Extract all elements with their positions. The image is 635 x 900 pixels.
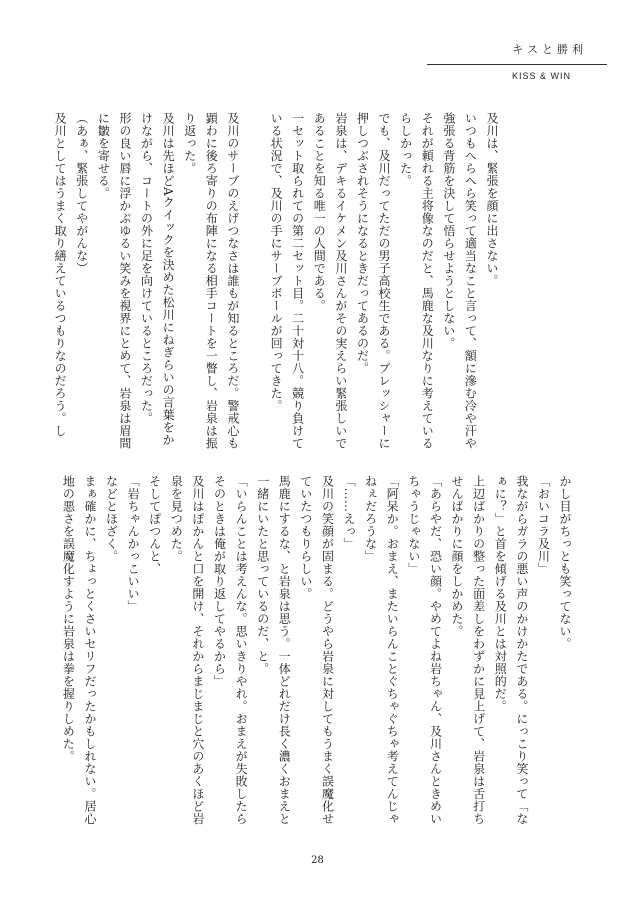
paragraph: 上辺ばかりの整った面差しをわずかに見上げて、岩泉は舌打ちせんばかりに顔をしかめた。: [450, 475, 486, 825]
paragraph: 岩泉は、デキるイケメン及川さんがその実えらい緊張しいであることを知る唯一の人間である。: [312, 112, 348, 450]
paragraph: かし目がちっとも笑ってない。: [558, 475, 572, 650]
page-number: 28: [311, 855, 324, 866]
paragraph: 「……えっ」: [342, 475, 357, 550]
paragraph: それが頼れる主将像なのだと、馬鹿な及川なりに考えているらしかった。: [398, 112, 435, 450]
paragraph: 「阿呆か。おまえ、またいらんことぐちゃぐちゃ考えてんじゃねぇだろうな」: [363, 475, 400, 825]
text-block-bottom: [61, 475, 575, 830]
paragraph: 及川はぽかんと口を開け、それからまじまじと穴のあくほど岩泉を見つめた。: [169, 475, 205, 825]
running-head-rule: [427, 64, 607, 65]
paragraph: 「おいコラ及川」: [536, 475, 551, 575]
running-head-title: キスと勝利: [512, 43, 587, 56]
paragraph: 一セット取られての第二セット目。二十対十八。競り負けている状況で、及川の手にサーブボールが回ってきた。: [269, 112, 305, 450]
text-block-top: [53, 112, 502, 452]
paragraph: 及川の笑顔が固まる。どうやら岩泉に対してもうまく誤魔化せていたつもりらしい。: [298, 475, 335, 825]
paragraph: 「岩ちゃんかっこいい」: [126, 475, 141, 613]
paragraph: まぁ確かに、ちょっとくさいセリフだったかもしれない。居心地の悪さを誤魔化すように岩泉は拳を握りしめた。: [61, 475, 97, 825]
paragraph: いつもへらへら笑って適当なこと言って、額に滲む冷や汗や強張る背筋を決して悟らせようとしない。: [441, 112, 478, 450]
paragraph: 及川としてはうまく取り繕えているつもりなのだろう。し: [53, 112, 68, 437]
paragraph: などとほざく。: [104, 475, 119, 563]
running-head: [427, 40, 607, 81]
paragraph: 馬鹿にするな、と岩泉は思う。一体どれだけ長く濃くおまえと一緒にいたと思っているのだ、と。: [255, 475, 292, 825]
paragraph: 我ながらガラの悪い声のかけかたである。にっこり笑って「なぁに？」と首を傾げる及川とは対照的だ。: [493, 475, 529, 825]
running-head-subtitle: KISS & WIN: [511, 71, 571, 81]
paragraph: 及川は、緊張を顔に出さない。: [485, 112, 499, 287]
paragraph: 「いらんことは考えんな。思いきりやれ。おまえが失敗したらそのときは俺が取り返してやるから」: [212, 475, 249, 825]
paragraph: （あぁ、緊張してやがんな）: [74, 112, 89, 275]
paragraph: そしてぽつんと、: [147, 475, 162, 575]
paragraph: 及川のサーブのえげつなさは誰もが知るところだ。警戒心も顕わに後ろ寄りの布陣になる相手コートを一瞥し、岩泉は振り返った。: [182, 112, 240, 450]
paragraph: 及川は先ほどAクイックを決めた松川にねぎらいの言葉をかけながら、コートの外に足を向けているところだった。: [139, 112, 176, 447]
paragraph: でも、及川だってただの男子高校生である。プレッシャーに押しつぶされそうになるときだってあるのだ。: [355, 112, 392, 450]
paragraph: 「あらやだ、恐い顔。やめてよね岩ちゃん、及川さんときめいちゃうじゃない」: [406, 475, 443, 825]
paragraph: 形の良い唇に浮かぶゆるい笑みを視界にとめて、岩泉は眉間に皺を寄せる。: [96, 112, 132, 450]
